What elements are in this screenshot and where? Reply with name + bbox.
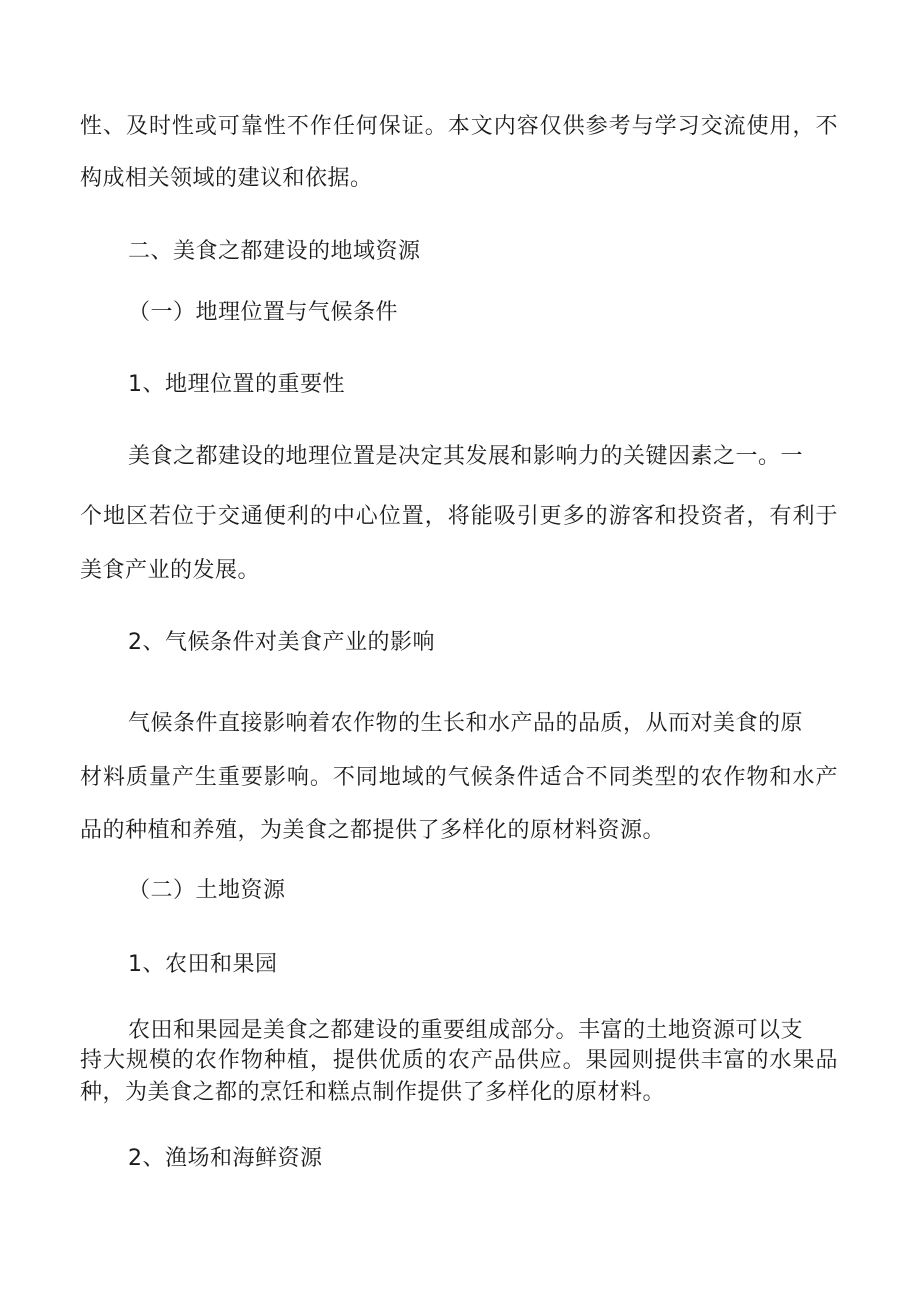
item-heading: 2、气候条件对美食产业的影响 [128, 630, 435, 655]
paragraph-line: 持大规模的农作物种植，提供优质的农产品供应。果园则提供丰富的水果品 [80, 1048, 838, 1073]
paragraph-line: 美食产业的发展。 [80, 558, 261, 583]
item-heading: 1、农田和果园 [128, 952, 278, 977]
item-heading: 2、渔场和海鲜资源 [128, 1146, 323, 1171]
section-heading: 二、美食之都建设的地域资源 [128, 239, 421, 264]
paragraph-line: 性、及时性或可靠性不作任何保证。本文内容仅供参考与学习交流使用，不 [80, 114, 838, 139]
subsection-heading: （一）地理位置与气候条件 [128, 300, 399, 325]
paragraph-line: 品的种植和养殖，为美食之都提供了多样化的原材料资源。 [80, 818, 666, 843]
paragraph-line: 气候条件直接影响着农作物的生长和水产品的品质，从而对美食的原 [128, 711, 804, 736]
paragraph-line: 构成相关领域的建议和依据。 [80, 166, 373, 191]
paragraph-line: 种，为美食之都的烹饪和糕点制作提供了多样化的原材料。 [80, 1080, 666, 1105]
item-heading: 1、地理位置的重要性 [128, 372, 345, 397]
paragraph-line: 农田和果园是美食之都建设的重要组成部分。丰富的土地资源可以支 [128, 1018, 804, 1043]
paragraph-line: 个地区若位于交通便利的中心位置，将能吸引更多的游客和投资者，有利于 [80, 504, 838, 529]
subsection-heading: （二）土地资源 [128, 878, 286, 903]
paragraph-line: 美食之都建设的地理位置是决定其发展和影响力的关键因素之一。一 [128, 444, 804, 469]
paragraph-line: 材料质量产生重要影响。不同地域的气候条件适合不同类型的农作物和水产 [80, 765, 838, 790]
